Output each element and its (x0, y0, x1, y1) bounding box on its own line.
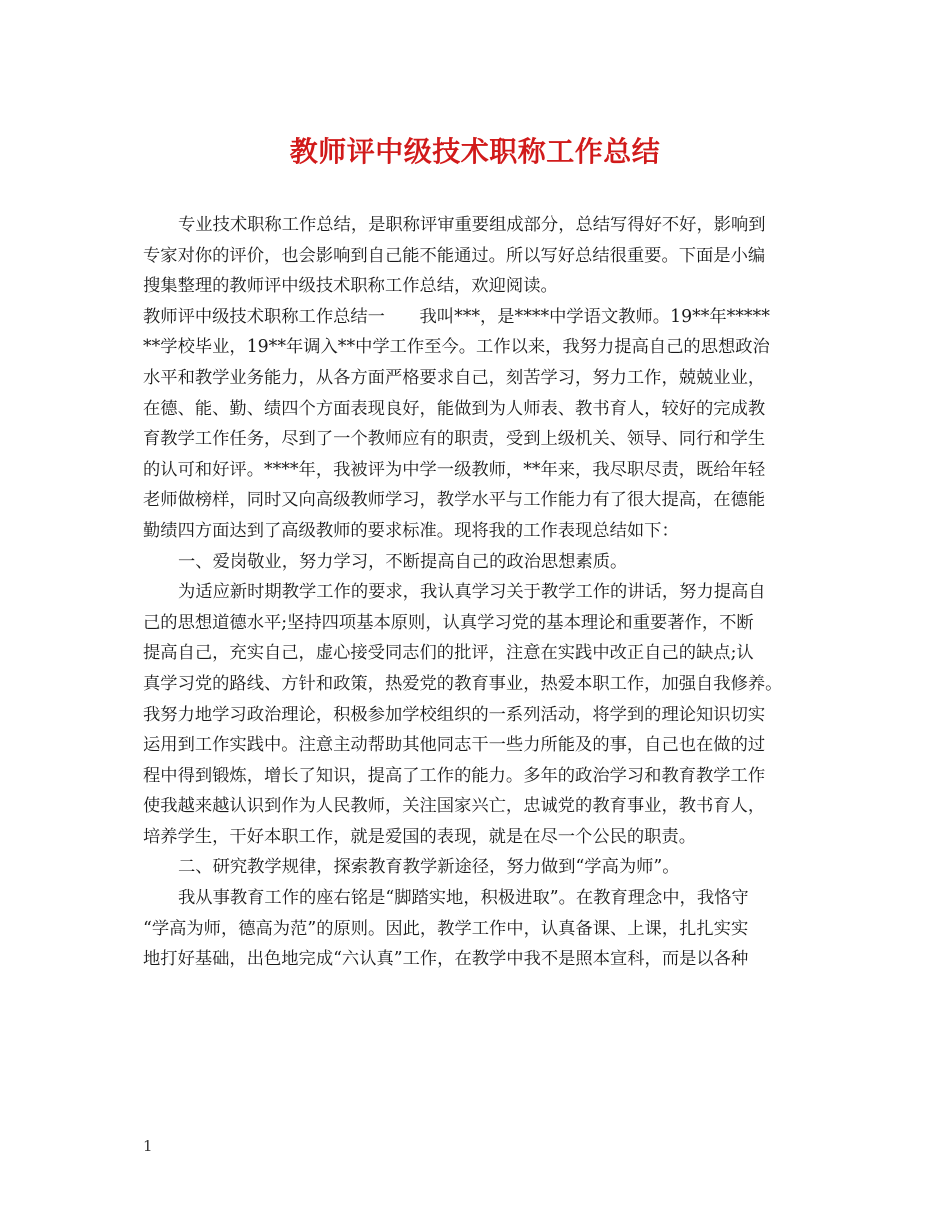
text-line: 地打好基础，出色地完成“六认真”工作，在教学中我不是照本宣科，而是以各种 (143, 949, 749, 970)
text-line: 使我越来越认识到作为人民教师，关注国家兴亡，忠诚党的教育事业，教书育人， (143, 796, 766, 817)
text-line: 搜集整理的教师评中级技术职称工作总结，欢迎阅读。 (143, 276, 558, 297)
text-line: 老师做榜样，同时又向高级教师学习，教学水平与工作能力有了很大提高，在德能 (143, 490, 766, 511)
text-line: 我努力地学习政治理论，积极参加学校组织的一系列活动，将学到的理论知识切实 (143, 704, 766, 725)
document-body (143, 210, 813, 975)
text-line: **学校毕业，19**年调入**中学工作至今。工作以来，我努力提高自己的思想政治 (143, 337, 770, 358)
text-line: 二、研究教学规律，探索教育教学新途径，努力做到“学高为师”。 (178, 857, 680, 878)
text-line: 在德、能、勤、绩四个方面表现良好，能做到为人师表、教书育人，较好的完成教 (143, 398, 766, 419)
text-line: 真学习党的路线、方针和政策，热爱党的教育事业，热爱本职工作，加强自我修养。 (143, 673, 783, 694)
text-line: 为适应新时期教学工作的要求，我认真学习关于教学工作的讲话，努力提高自 (178, 582, 766, 603)
document-title: 教师评中级技术职称工作总结 (289, 135, 661, 168)
text-line: “学高为师，德高为范”的原则。因此，教学工作中，认真备课、上课，扎扎实实 (143, 918, 749, 939)
text-line: 一、爱岗敬业，努力学习，不断提高自己的政治思想素质。 (178, 551, 628, 572)
text-line: 程中得到锻炼，增长了知识，提高了工作的能力。多年的政治学习和教育教学工作 (143, 765, 766, 786)
text-line: 专家对你的评价，也会影响到自己能不能通过。所以写好总结很重要。下面是小编 (143, 245, 766, 266)
text-line: 水平和教学业务能力，从各方面严格要求自己，刻苦学习，努力工作，兢兢业业， (143, 367, 766, 388)
text-line: 育教学工作任务，尽到了一个教师应有的职责，受到上级机关、领导、同行和学生 (143, 429, 766, 450)
text-line: 培养学生，干好本职工作，就是爱国的表现，就是在尽一个公民的职责。 (143, 826, 697, 847)
text-line: 专业技术职称工作总结，是职称评审重要组成部分，总结写得好不好，影响到 (178, 215, 766, 235)
text-line: 提高自己，充实自己，虚心接受同志们的批评，注意在实践中改正自己的缺点;认 (143, 643, 754, 664)
text-line: 勤绩四方面达到了高级教师的要求标准。现将我的工作表现总结如下： (143, 520, 679, 541)
text-line: 己的思想道德水平;坚持四项基本原则，认真学习党的基本理论和重要著作，不断 (143, 612, 754, 633)
text-line: 的认可和好评。****年，我被评为中学一级教师，**年来，我尽职尽责，既给年轻 (143, 459, 766, 480)
text-line: 教师评中级技术职称工作总结一 我叫***，是****中学语文教师。19**年***** (143, 306, 770, 327)
page-number: 1 (143, 1137, 153, 1155)
text-line: 我从事教育工作的座右铭是“脚踏实地，积极进取”。在教育理念中，我恪守 (178, 888, 749, 909)
text-line: 运用到工作实践中。注意主动帮助其他同志干一些力所能及的事，自己也在做的过 (143, 735, 766, 756)
